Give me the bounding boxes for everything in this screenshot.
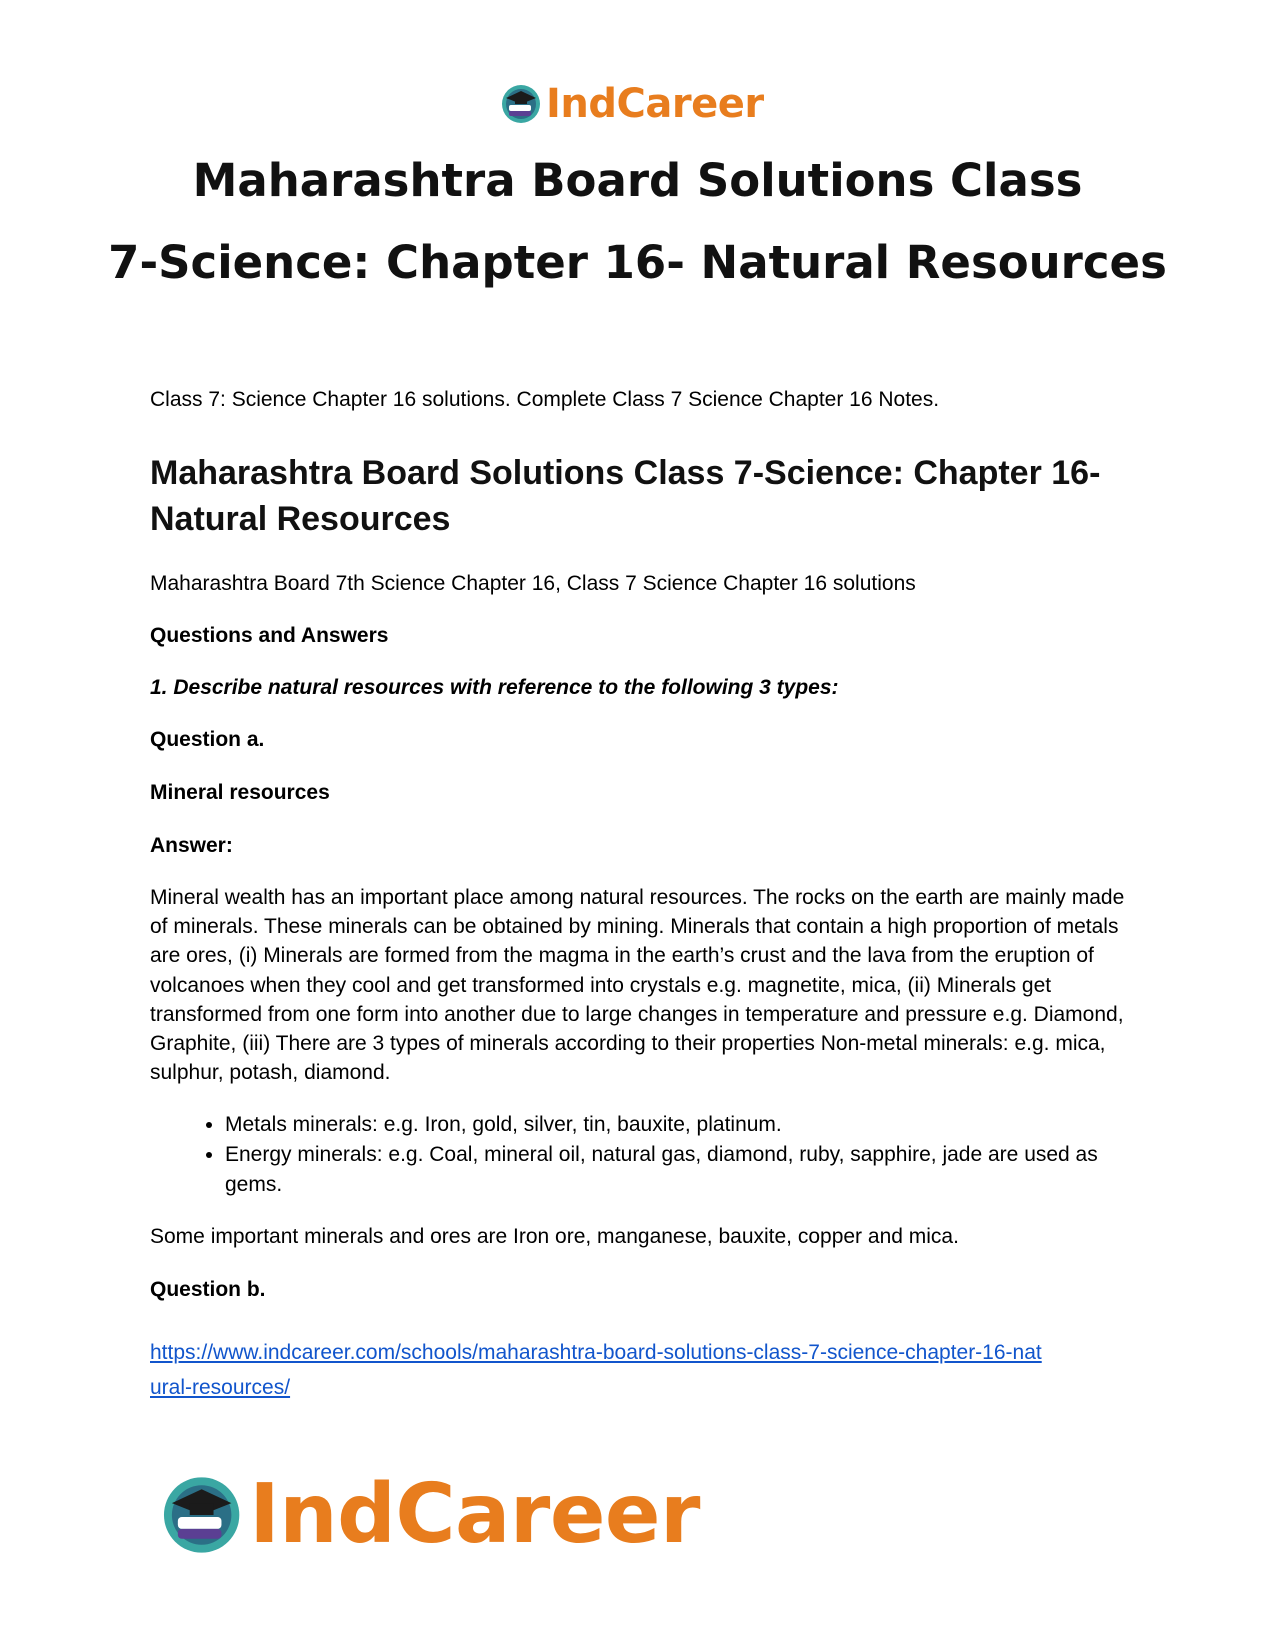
source-link[interactable]	[150, 1335, 1130, 1405]
intro-text: Class 7: Science Chapter 16 solutions. Complete Class 7 Science Chapter 16 Notes.	[150, 388, 940, 411]
title-line-2: 7-Science: Chapter 16- Natural Resources	[108, 236, 1167, 289]
qa-label: Questions and Answers	[150, 624, 389, 647]
answer-label: Answer:	[150, 834, 233, 857]
logo-wordmark: IndCareer	[249, 1467, 700, 1562]
question-1: 1. Describe natural resources with reference to the following 3 types:	[150, 676, 839, 699]
list-item: • Metals minerals: e.g. Iron, gold, silver, tin, bauxite, platinum.	[225, 1110, 1130, 1140]
mineral-resources-label: Mineral resources	[150, 781, 330, 804]
bottom-logo	[160, 1467, 700, 1562]
question-a-label: Question a.	[150, 728, 265, 751]
article-body	[150, 385, 1130, 1405]
title-line-1: Maharashtra Board Solutions Class	[192, 154, 1083, 207]
list-item: • Energy minerals: e.g. Coal, mineral oil, natural gas, diamond, ruby, sapphire, jade are used as gems.	[225, 1140, 1130, 1200]
page-title	[0, 140, 1275, 304]
logo-wordmark: IndCareer	[546, 81, 764, 127]
source-url-line-1[interactable]: https://www.indcareer.com/schools/maharashtra-board-solutions-class-7-science-chapter-16-nat	[150, 1341, 1042, 1365]
subtitle-text: Maharashtra Board 7th Science Chapter 16, Class 7 Science Chapter 16 solutions	[150, 572, 916, 595]
top-logo	[500, 80, 780, 128]
section-heading: Maharashtra Board Solutions Class 7-Science: Chapter 16- Natural Resources	[150, 454, 1101, 538]
closing-text: Some important minerals and ores are Iron ore, manganese, bauxite, copper and mica.	[150, 1225, 959, 1249]
question-b-label: Question b.	[150, 1278, 266, 1302]
minerals-list	[150, 1110, 1130, 1200]
graduation-cap-books-icon	[160, 1473, 243, 1557]
source-url-line-2[interactable]: ural-resources/	[150, 1376, 291, 1400]
graduation-cap-books-icon	[500, 83, 542, 125]
answer-paragraph: Mineral wealth has an important place among natural resources. The rocks on the earth are mainly made of minerals. These minerals can be obtained by mining. Minerals that contain a high proportion of metals are ores, (i) Minerals are formed from the magma in the earth’s crust and the lava from the eruption of volcanoes when they cool and get transformed into crystals e.g. magnetite, mica, (ii) Minerals get transformed from one form into another due to large changes in temperature and pressure e.g. Diamond, Graphite, (iii) There are 3 types of minerals according to their properties Non-metal minerals: e.g. mica, sulphur, potash, diamond.	[150, 886, 1125, 1085]
